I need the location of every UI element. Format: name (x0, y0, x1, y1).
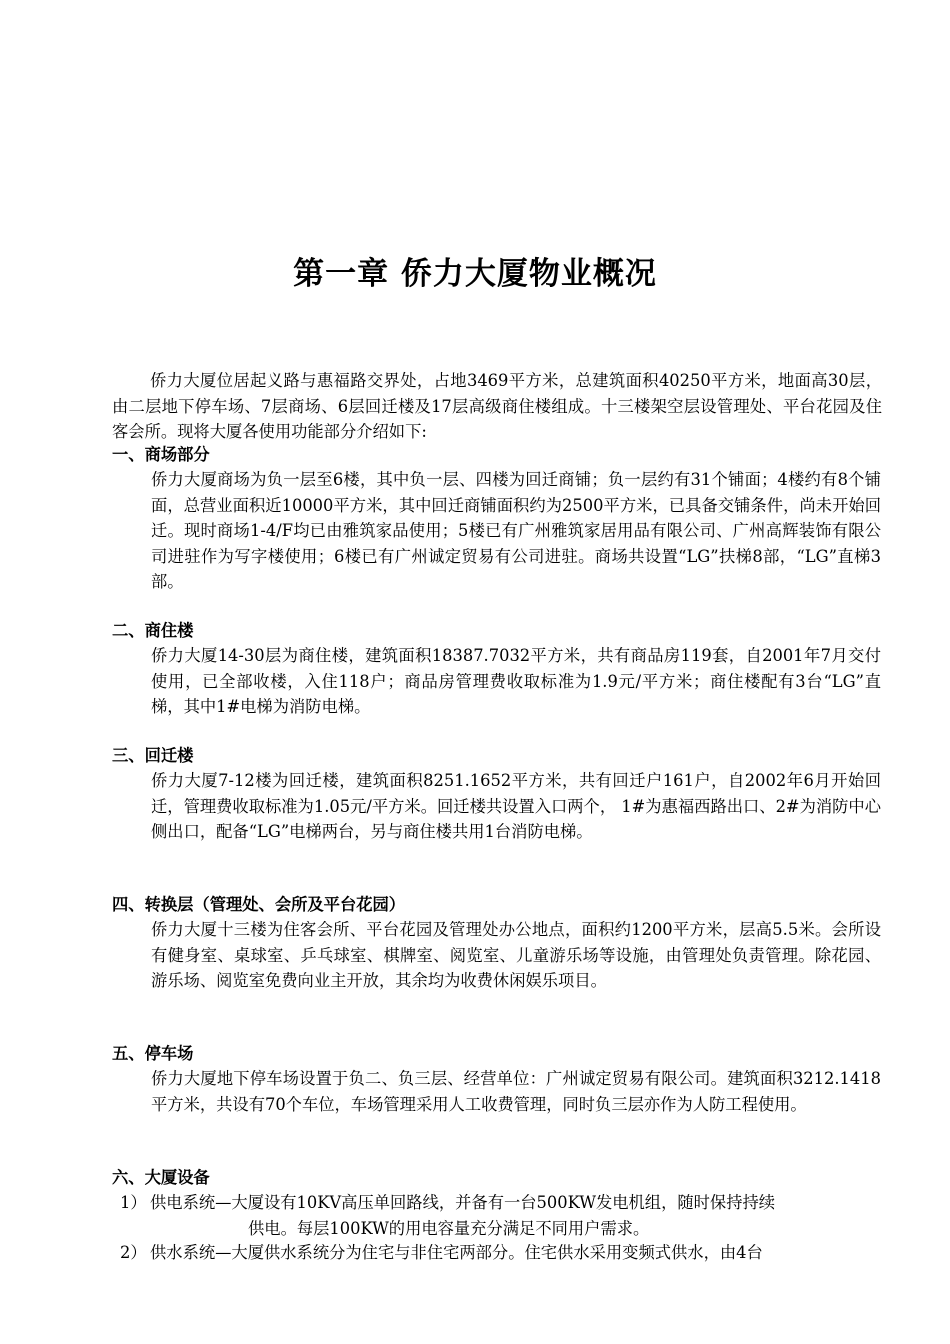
section-heading-relocation: 三、回迁楼 (112, 746, 194, 765)
item-number: 2） (120, 1243, 147, 1262)
section-body-relocation: 侨力大厦7-12楼为回迁楼，建筑面积8251.1652平方米，共有回迁户161户，自2002年6月开始回迁，管理费收取标准为1.05元/平方米。回迁楼共设置入口两个， 1#为惠福西路出口、2#为消防中心侧出口，配备“LG”电梯两台，另与商住楼共用1台消防电梯。 (151, 771, 881, 841)
item-number: 1） (120, 1193, 147, 1212)
item-continuation: 供电。每层100KW的用电容量充分满足不同用户需求。 (248, 1218, 650, 1238)
item-text: 供电系统—大厦设有10KV高压单回路线，并备有一台500KW发电机组，随时保持持续 (150, 1193, 776, 1212)
equipment-item-water (120, 1240, 882, 1266)
intro-paragraph: 侨力大厦位居起义路与惠福路交界处，占地3469平方米，总建筑面积40250平方米，地面高30层，由二层地下停车场、7层商场、6层回迁楼及17层高级商住楼组成。十三楼架空层设管理处、平台花园及住客会所。现将大厦各使用功能部分介绍如下: (112, 371, 882, 441)
chapter-title: 第一章 侨力大厦物业概况 (293, 256, 657, 292)
section-body-parking: 侨力大厦地下停车场设置于负二、负三层、经营单位：广州诚定贸易有限公司。建筑面积3212.1418平方米，共设有70个车位，车场管理采用人工收费管理，同时负三层亦作为人防工程使用。 (151, 1069, 881, 1114)
item-text: 供水系统—大厦供水系统分为住宅与非住宅两部分。住宅供水采用变频式供水，由4台 (150, 1243, 763, 1262)
section-heading-mall: 一、商场部分 (112, 445, 210, 464)
section-heading-transfer-floor: 四、转换层（管理处、会所及平台花园） (112, 895, 406, 914)
section-heading-equipment: 六、大厦设备 (112, 1168, 210, 1187)
section-body-mall: 侨力大厦商场为负一层至6楼，其中负一层、四楼为回迁商铺；负一层约有31个铺面；4楼约有8个铺面，总营业面积近10000平方米，其中回迁商铺面积约为2500平方米，已具备交铺条件，尚未开始回迁。现时商场1-4/F均已由雅筑家品使用；5楼已有广州雅筑家居用品有限公司、广州高辉装饰有限公司进驻作为写字楼使用；6楼已有广州诚定贸易有公司进驻。商场共设置“LG”扶梯8部，“LG”直梯3部。 (151, 470, 881, 591)
section-body-residential: 侨力大厦14-30层为商住楼，建筑面积18387.7032平方米，共有商品房119套，自2001年7月交付使用，已全部收楼，入住118户；商品房管理费收取标准为1.9元/平方米；商住楼配有3台“LG”直梯，其中1#电梯为消防电梯。 (151, 646, 881, 716)
section-heading-parking: 五、停车场 (112, 1044, 194, 1063)
equipment-item-power (120, 1190, 882, 1241)
section-body-transfer-floor: 侨力大厦十三楼为住客会所、平台花园及管理处办公地点，面积约1200平方米，层高5.5米。会所设有健身室、桌球室、乒乓球室、棋牌室、阅览室、儿童游乐场等设施，由管理处负责管理。除花园、游乐场、阅览室免费向业主开放，其余均为收费休闲娱乐项目。 (151, 920, 881, 990)
section-heading-residential: 二、商住楼 (112, 621, 194, 640)
